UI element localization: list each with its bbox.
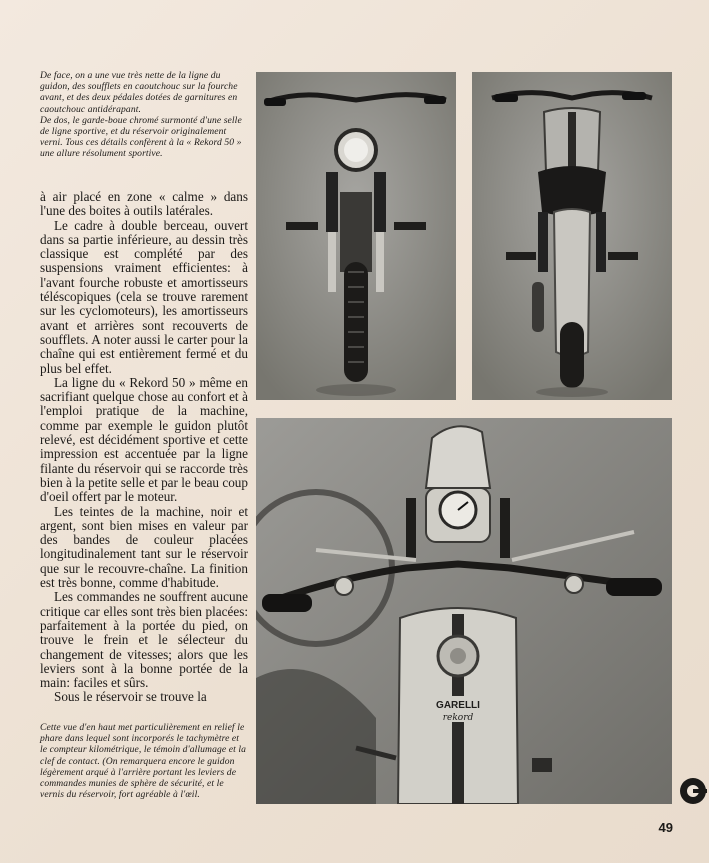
caption-rear-view: De dos, le garde-boue chromé surmonté d'une selle de ligne sportive, et du réservoir originalement verni. Tous ces détails confèrent à la « Rekord 50 » une allure résolument sportive. bbox=[40, 114, 242, 160]
photo-front-view bbox=[256, 72, 456, 400]
caption-top-view: Cette vue d'en haut met particulièrement en relief le phare dans lequel sont incorporés le tachymètre et le compteur kilométrique, le témoin d'allumage et la clef de contact. (On remarquera encore le guidon légèrement arqué à l'arrière portant les leviers de commandes munies de sphère de sécurité, et le vernis du réservoir, fort agréable à l'œil. bbox=[40, 722, 247, 801]
caption-top bbox=[40, 70, 246, 160]
article-body bbox=[40, 190, 248, 705]
corner-marker-icon bbox=[680, 778, 706, 804]
page-number: 49 bbox=[658, 820, 673, 835]
caption-front-view: De face, on a une vue très nette de la ligne du guidon, des soufflets en caoutchouc sur la fourche avant, et des deux pédales dotées de garnitures en caoutchouc antidérapant. bbox=[40, 70, 238, 115]
body-paragraph: Le cadre à double berceau, ouvert dans sa partie inférieure, au dessin très classique est complété par des suspensions vraiment efficientes: à l'avant fourche robuste et amortisseurs téléscopiques (cela se trouve rarement sur les cyclomoteurs), les amortisseurs avant et arrières sont recouverts de soufflets. A noter aussi le carter pour la chaîne qui est entièrement fermé et du plus bel effet. bbox=[40, 217, 248, 376]
body-paragraph: La ligne du « Rekord 50 » même en sacrifiant quelque chose au confort et à l'emploi pratique de la machine, comme par exemple le guidon plutôt relevé, est décidément sportive et cette impression est accentuée par la ligne filante du réservoir qui se raccorde très bien à la petite selle et par le beau coup d'oeil offert par le moteur. bbox=[40, 374, 248, 505]
body-paragraph: à air placé en zone « calme » dans l'une des boites à outils latérales. bbox=[40, 189, 248, 219]
tank-logo-brand: GARELLI bbox=[436, 700, 480, 711]
photo-rear-view bbox=[472, 72, 672, 400]
body-paragraph: Les teintes de la machine, noir et argent, sont bien mises en valeur par des bandes de couleur placées longitudinalement tant sur le réservoir que sur le recouvre-chaîne. La finition est très bonne, comme d'habitude. bbox=[40, 503, 248, 591]
photo-top-view bbox=[256, 418, 672, 804]
tank-logo-model: rekord bbox=[442, 713, 474, 723]
body-paragraph: Sous le réservoir se trouve la bbox=[54, 689, 207, 705]
body-paragraph: Les commandes ne souffrent aucune critique car elles sont très bien placées: parfaitement à la portée du pied, on trouve le frein et le sélecteur du changement de vitesses; alors que les leviers sont à la bonne portée de la main: faciles et sûrs. bbox=[40, 589, 248, 691]
